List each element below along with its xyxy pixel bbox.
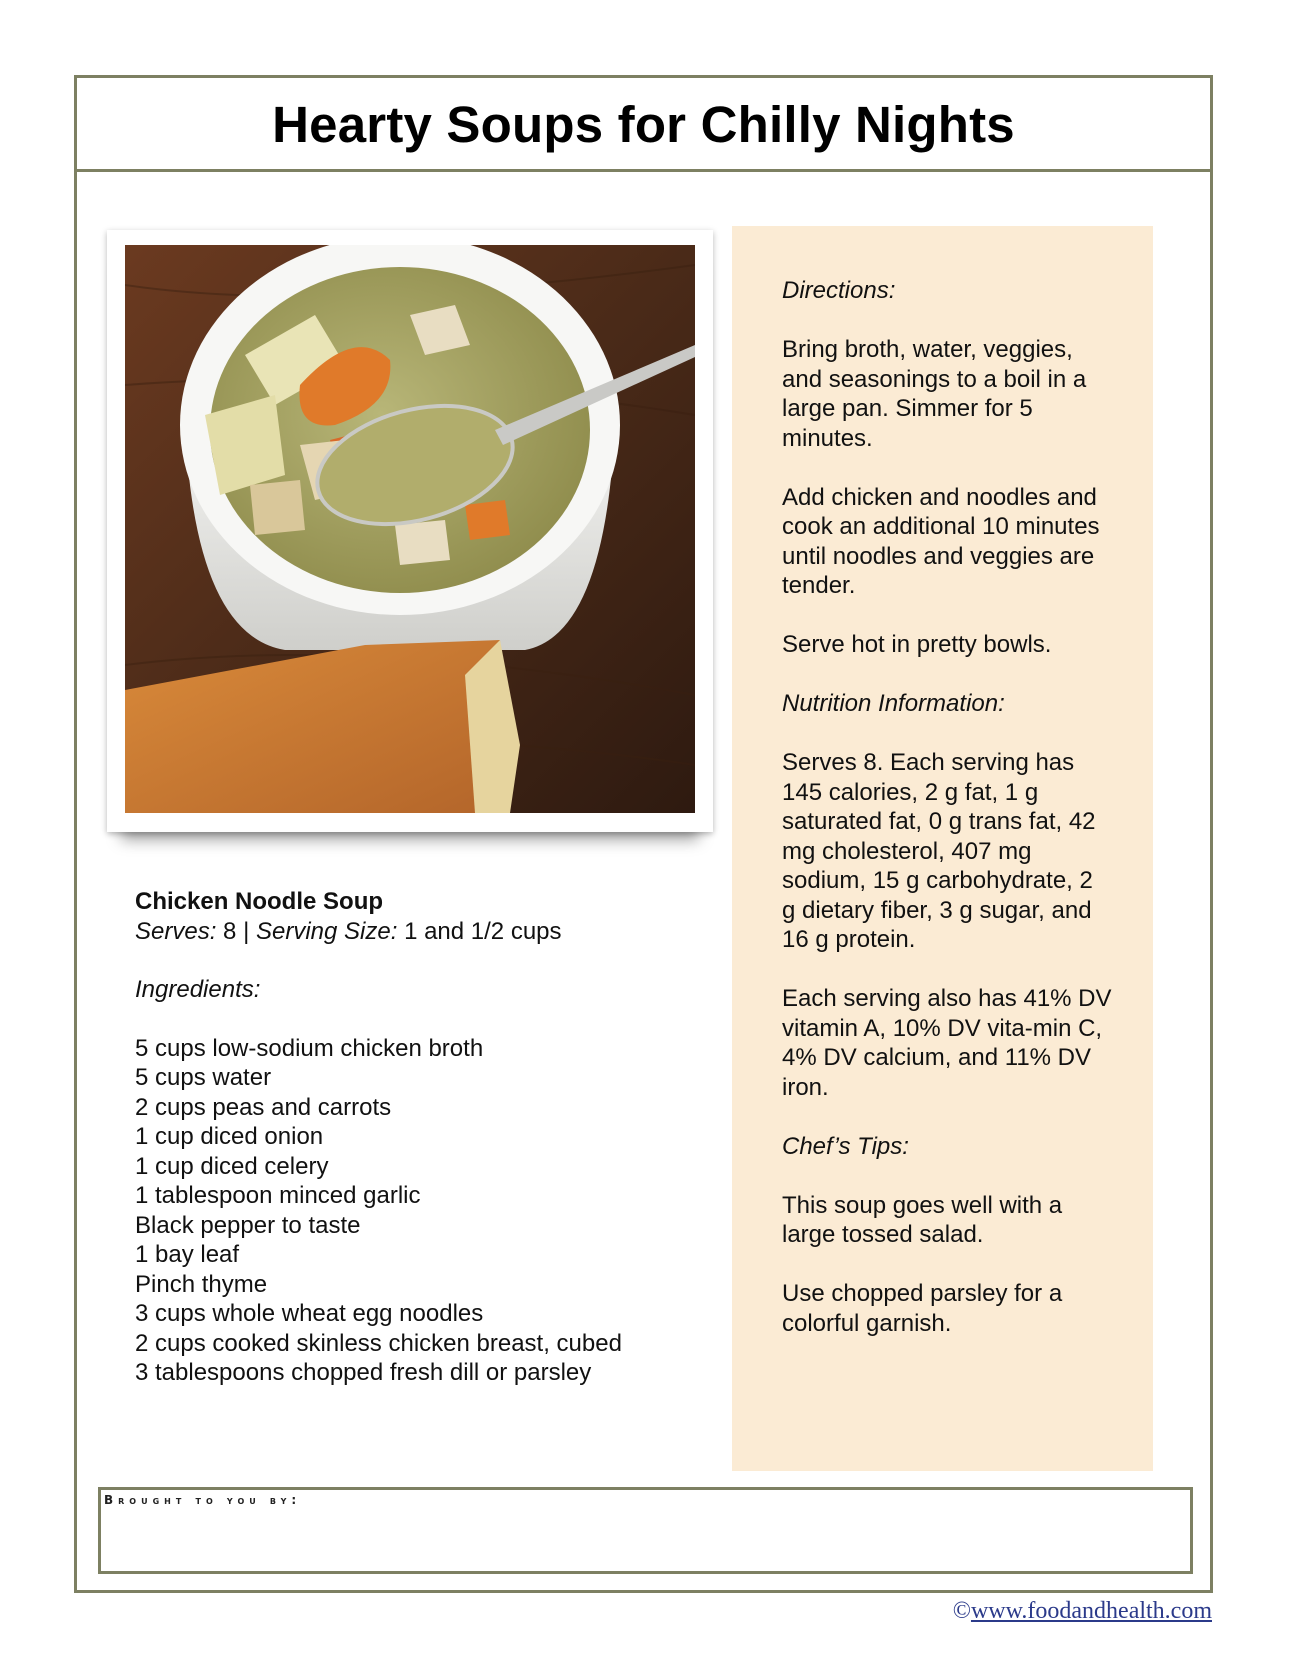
ingredient-item: 5 cups water bbox=[135, 1064, 272, 1091]
ingredient-item: 2 cups cooked skinless chicken breast, cubed bbox=[135, 1329, 622, 1357]
ingredient-item: 1 cup diced onion bbox=[135, 1123, 324, 1150]
ingredient-item: 3 cups whole wheat egg noodles bbox=[135, 1300, 484, 1327]
photo-card bbox=[107, 230, 713, 832]
carrot-dice-2 bbox=[465, 500, 510, 540]
direction-step: Bring broth, water, veggies, and seasonings to a boil in a large pan. Simmer for 5 minutes. bbox=[782, 336, 1087, 452]
nutrition-paragraph: Serves 8. Each serving has 145 calories, 2 g fat, 1 g saturated fat, 0 g trans fat, 42 mg cholesterol, 407 mg sodium, 15 g carbohydrate, 2 g dietary fiber, 3 g sugar, and 16 g protein. bbox=[782, 749, 1096, 953]
brought-to-you-box bbox=[98, 1487, 1193, 1574]
ingredient-item: 2 cups peas and carrots bbox=[135, 1093, 392, 1121]
copyright-notice bbox=[953, 1598, 1212, 1625]
nutrition-heading: Nutrition Information: bbox=[782, 690, 1005, 717]
directions-heading: Directions: bbox=[782, 277, 896, 304]
ingredient-item: Black pepper to taste bbox=[135, 1211, 361, 1239]
direction-step: Serve hot in pretty bowls. bbox=[782, 631, 1052, 658]
directions-sidebar bbox=[732, 226, 1153, 1471]
recipe-section bbox=[135, 887, 675, 1388]
ingredient-item: 1 bay leaf bbox=[135, 1241, 240, 1268]
recipe-name: Chicken Noodle Soup bbox=[135, 888, 384, 915]
serves-label: Serves: bbox=[135, 917, 217, 945]
serving-size-label: Serving Size: bbox=[255, 917, 398, 945]
ingredients-list bbox=[135, 1034, 675, 1388]
serving-size-value: 1 and 1/2 cups bbox=[404, 917, 562, 945]
ingredient-item: 3 tablespoons chopped fresh dill or parsley bbox=[135, 1359, 592, 1386]
ingredient-item: 5 cups low-sodium chicken broth bbox=[135, 1034, 484, 1062]
title-bar bbox=[74, 80, 1213, 172]
ingredient-item: 1 cup diced celery bbox=[135, 1152, 329, 1180]
chicken-chunk-3 bbox=[250, 480, 305, 535]
tip-paragraph: Use chopped parsley for a colorful garnish. bbox=[782, 1280, 1063, 1337]
recipe-meta bbox=[135, 917, 675, 947]
copyright-symbol: © bbox=[952, 1598, 971, 1624]
ingredient-item: Pinch thyme bbox=[135, 1270, 268, 1298]
ingredients-heading: Ingredients: bbox=[135, 976, 261, 1003]
website-link[interactable]: www.foodandhealth.com bbox=[970, 1598, 1212, 1624]
chicken-chunk-4 bbox=[395, 520, 450, 565]
nutrition-paragraph: Each serving also has 41% DV vitamin A, 10% DV vita-min C, 4% DV calcium, and 11% DV iron. bbox=[782, 985, 1112, 1101]
tips-heading: Chef’s Tips: bbox=[782, 1132, 909, 1160]
tip-paragraph: This soup goes well with a large tossed salad. bbox=[782, 1191, 1063, 1248]
serves-value: 8 bbox=[223, 917, 237, 945]
ingredient-item: 1 tablespoon minced garlic bbox=[135, 1182, 421, 1209]
sidebar-text bbox=[782, 276, 1112, 1368]
brought-to-you-label: Brought to you by: bbox=[104, 1493, 302, 1507]
soup-photo bbox=[125, 245, 695, 813]
direction-step: Add chicken and noodles and cook an additional 10 minutes until noodles and veggies are tender. bbox=[782, 483, 1100, 599]
page-title: Hearty Soups for Chilly Nights bbox=[272, 96, 1015, 153]
meta-separator: | bbox=[243, 917, 250, 945]
